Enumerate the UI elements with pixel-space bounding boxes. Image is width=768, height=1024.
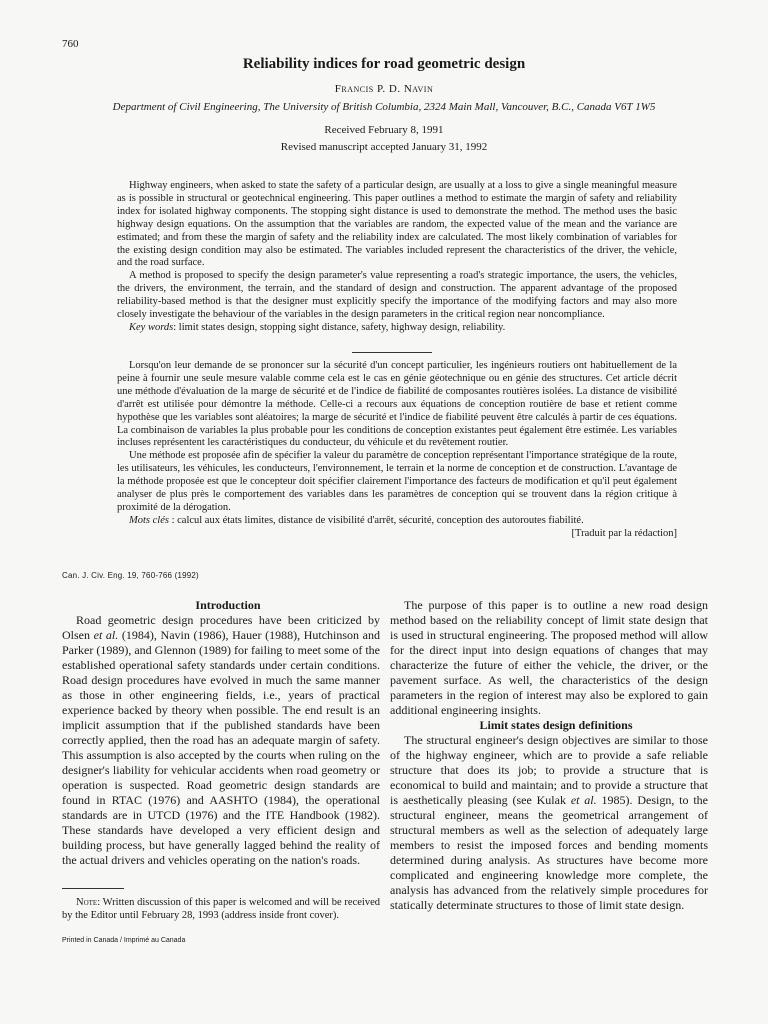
text-run: 1985). Design, to the structural engineer, means the geometrical arrangement of structural members as well as the selection of adequately large members to resist the imposed forces and bending moments determined during analysis. As structures have become more complicated and engineering knowledge more complete, the analysis has advanced from the relatively simple procedures for statically determinate structures to those of limit state design. — [390, 793, 708, 912]
section-heading-introduction: Introduction — [195, 598, 261, 612]
text-run: (1984), Navin (1986), Hauer (1988), Hutchinson and Parker (1989), and Glennon (1989) for failing to meet some of the established operational safety standards under certain conditions. Road design procedures have evolved in much the same manner as those in other engineering fields, i.e., years of practical experience backed by theory when possible. The end result is an implicit assumption that if the published standards have been correctly applied, then the road has an adequate margin of safety. This assumption is also accepted by the courts when ruling on the designer's liability for vehicular accidents when road geometry or operation is suspected. Road geometric design standards are found in RTAC (1976) and AASHTO (1984), the operational standards are in UTCD (1976) and the ITE Handbook (1982). These standards have developed a very efficient design and building process, but have generally lagged behind the reality of the actual drivers and vehicles operating on the nation's roads. — [62, 628, 381, 867]
body-paragraph — [390, 733, 708, 913]
note-text: : Written discussion of this paper is welcomed and will be received by the Editor until February 28, 1993 (address inside front cover). — [62, 897, 380, 921]
mots-cles-text: : calcul aux états limites, distance de visibilité d'arrêt, sécurité, conception des autoroutes fiabilité. — [168, 514, 584, 526]
abstract-paragraph: A method is proposed to specify the design parameter's value representing a road's strategic importance, the users, the vehicles, the drivers, the environment, the terrain, and the standard of design and construction. The apparent advantage of the proposed reliability-based method is that the designer must explicitly specify the importance of the modifying factors and may also more closely investigate the behaviour of the variables in the design parameters in the critical region near noncompliance. — [117, 270, 677, 321]
dates — [0, 122, 768, 156]
keywords-text: : limit states design, stopping sight distance, safety, highway design, reliability. — [173, 321, 506, 333]
abstract-english — [117, 180, 677, 335]
right-column — [390, 598, 708, 913]
keywords-label: Key words — [129, 321, 174, 333]
text-run: The structural engineer's design objectives are similar to those of the highway engineer, which are to provide a safe reliable structure that does its job; to provide a structure that is economical to build and maintain; and to provide a structure that is aesthetically pleasing (see Kulak — [390, 733, 708, 807]
abstract-french — [117, 360, 677, 541]
affiliation: Department of Civil Engineering, The University of British Columbia, 2324 Main Mall, Vancouver, B.C., Canada V6T 1W5 — [112, 101, 656, 113]
author: Francis P. D. Navin — [334, 83, 434, 95]
article-title: Reliability indices for road geometric design — [242, 56, 526, 72]
keywords — [117, 322, 677, 335]
article-header — [0, 56, 768, 156]
translation-credit: [Traduit par la rédaction] — [571, 527, 677, 539]
resume-paragraph: Lorsqu'on leur demande de se prononcer sur la sécurité d'un concept particulier, les ingénieurs routiers ont habituellement de la peine à fournir une seule mesure valable comme cela est le cas en génie géotechnique ou en génie des structures. Cet article décrit une méthode d'évaluation de la marge de sécurité et de l'indice de fiabilité de composantes routières isolées. La distance de visibilité d'arrêt est utilisée pour démontre la méthode. Celle-ci a recours aux équations de conception routière de base et retient comme hypothèse que les variables sont aléatoires; la marge de sécurité et l'indice de fiabilité peuvent être calculés à partir de ces équations. La combinaison de variables la plus probable pour les conditions de conception existantes peut également être estimée. Les variables incluses représentent les caractéristiques du conducteur, du véhicule et du revêtement routier. — [117, 360, 677, 449]
page-number: 760 — [62, 38, 79, 50]
text-run: et al. — [93, 628, 119, 642]
text-run: et al. — [570, 793, 597, 807]
printed-in: Printed in Canada / Imprimé au Canada — [62, 937, 186, 944]
revised-date: Revised manuscript accepted January 31, 1992 — [280, 141, 488, 153]
received-date: Received February 8, 1991 — [324, 124, 444, 136]
resume-paragraph: Une méthode est proposée afin de spécifier la valeur du paramètre de conception représentant l'importance stratégique de la route, les utilisateurs, les véhicules, les conducteurs, l'environnement, le terrain et la norme de conception et de construction. L'avantage de la méthode proposée est que le concepteur doit spécifier clairement l'importance des facteurs de modification et qu'il peut également analyser de plus près le comportement des variables dans les paramètres de conception qui se trouvent dans la région critique à proximité de la dérogation. — [117, 450, 677, 513]
abstract-paragraph: Highway engineers, when asked to state the safety of a particular design, are usually at a loss to give a single meaningful measure as is possible in structural or geotechnical engineering. This paper outlines a method to estimate the margin of safety and reliability index for isolated highway components. The stopping sight distance is used to demonstrate the method. The method uses the basic highway design equations. On the assumption that the variables are random, the expected value of the mean and the variance are estimated; and from these the margin of safety and the reliability index are calculated. The most likely combination of variables for the existing design condition may also be estimated. The variables included represent the characteristics of the driver, the vehicle, and the road surface. — [117, 180, 677, 269]
note-label: Note — [76, 897, 98, 908]
text-run: Road geometric design procedures have been criticized by Olsen — [62, 613, 380, 642]
mots-cles — [117, 515, 677, 541]
footnote — [62, 896, 380, 922]
left-column — [62, 598, 380, 868]
body-paragraph — [62, 613, 380, 868]
body-paragraph: The purpose of this paper is to outline a new road design method based on the reliability concept of limit state design that is used in structural engineering. The proposed method will allow for the direct input into design equations of changes that may characterize the future of either the vehicle, the driver, or the pavement surface. As well, the characteristics of the design parameters in the region of interest may also be explored to gain additional engineering insights. — [390, 598, 708, 717]
section-heading-limit-states: Limit states design definitions — [479, 718, 633, 732]
mots-cles-label: Mots clés — [129, 514, 169, 526]
footnote-rule — [62, 888, 124, 889]
journal-citation: Can. J. Civ. Eng. 19, 760-766 (1992) — [62, 571, 199, 580]
abstract-divider — [352, 352, 432, 353]
